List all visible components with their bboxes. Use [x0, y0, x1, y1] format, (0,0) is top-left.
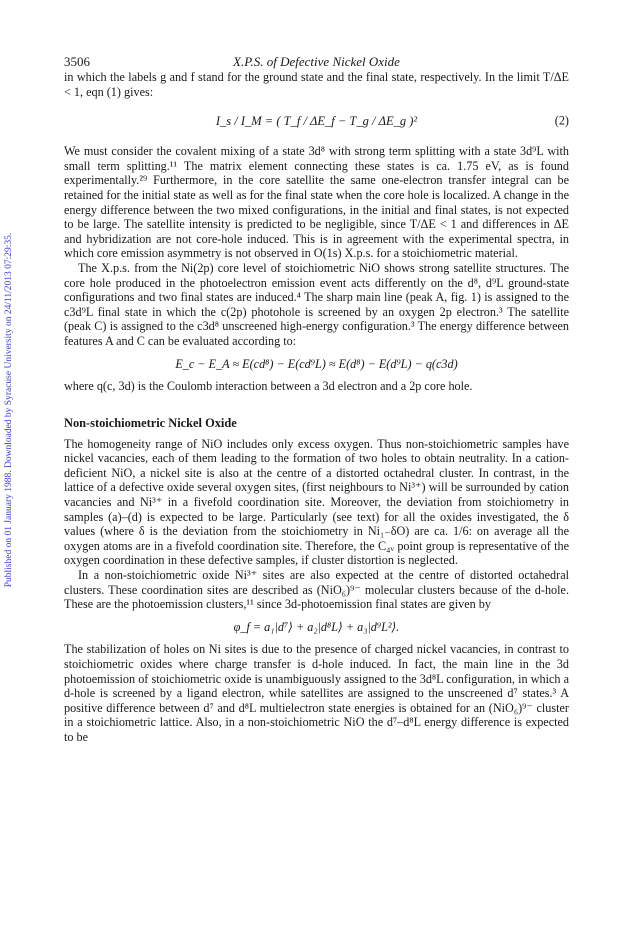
- equation-4: [64, 620, 569, 635]
- paragraph-1: in which the labels g and f stand for the ground state and the final state, respectively. In the limit T/ΔE < 1, eqn (1) gives:: [64, 70, 569, 99]
- paragraph-2: We must consider the covalent mixing of a state 3d⁸ with strong term splitting with a state 3d⁹L with small term splitting.¹¹ The matrix element connecting these states is ca. 1.75 eV, as is found experimentally.²⁹ Furthermore, in the core satellite the same one-electron transfer integral can be retained for the initial state as well as for the final state when the core hole is localized. A change in the energy difference between the two mixed configurations, in the initial and final states, is not expected to be large. The satellite intensity is predicted to be negligible, since T/ΔE < 1 and differences in ΔE and hybridization are not core-hole induced. This is in agreement with the experimental spectra, in which core emission asymmetry is not observed in O(1s) X.p.s. for a stoichiometric material.: [64, 144, 569, 261]
- journal-title: X.P.S. of Defective Nickel Oxide: [233, 54, 400, 69]
- page-body: [64, 54, 569, 745]
- download-watermark: [2, 150, 16, 670]
- page-number: 3506: [64, 54, 90, 69]
- paragraph-3: The X.p.s. from the Ni(2p) core level of stoichiometric NiO shows strong satellite structures. The core hole produced in the photoelectron emission event acts differently on the d⁸, d⁹L ground-state configurations and two final states are induced.⁴ The sharp main line (peak A, fig. 1) is assigned to the c3d⁹L final state in which the c(2p) photohole is screened by an oxygen 2p electron.³ The satellite (peak C) is assigned to the c3d⁸ unscreened high-energy configuration.³ The energy difference between features A and C can be evaluated according to:: [64, 260, 569, 348]
- equation-2-number: (2): [554, 113, 569, 128]
- equation-2: [64, 103, 569, 139]
- section-title: Non-stoichiometric Nickel Oxide: [64, 415, 237, 430]
- download-watermark-text: Published on 01 January 1988. Downloaded by Syracuse University on 24/11/2013 07:29:35.: [4, 232, 14, 588]
- paragraph-6: In a non-stoichiometric oxide Ni³⁺ sites are also expected at the centre of distorted octahedral clusters. These coordination sites are described as (NiO₆)⁹⁻ molecular clusters because of the d-hole. These are the photoemission clusters,¹¹ since 3d-photoemission final states are given by: [64, 568, 569, 612]
- equation-3-body: E_c − E_A ≈ E(cd⁸) − E(cd⁹L) ≈ E(d⁸) − E(d⁹L) − q(c3d): [175, 356, 458, 371]
- paragraph-5: The homogeneity range of NiO includes only excess oxygen. Thus non-stoichiometric samples have nickel vacancies, each of them leading to the formation of two holes to obtain neutrality. In a cation-deficient NiO, a nickel site is also at the centre of a distorted octahedral cluster. In contrast, in the lattice of a defective oxide several oxygen sites, (first neighbours to Ni³⁺) will be surrounded by cation vacancies and Ni³⁺ in a fivefold coordination site. Moreover, the deviation from stoichiometry in samples (a)–(d) is expected to be large. Particularly (see text) for all the oxides investigated, the δ values (where δ is the deviation from the stoichiometry in Ni₁₋δO) are ca. 1/6: on average all the oxygen atoms are in a fivefold coordination site. Therefore, the C₄ᵥ point group is representative of the oxygen coordination in these defective samples, if cluster distortion is neglected.: [64, 436, 569, 568]
- equation-3: [64, 357, 569, 372]
- paragraph-7: The stabilization of holes on Ni sites is due to the presence of charged nickel vacancies, in contrast to stoichiometric oxides where charge transfer is d-hole induced. In fact, the main line in the 3d photoemission of stoichiometric oxide is unambiguously assigned to the 3d⁸L configuration, in which a d-hole is screened by a ligand electron, while satellites are assigned to the unscreened d⁷ states.³ A positive difference between d⁷ and d⁸L multielectron state energies is obtained for an (NiO₆)⁹⁻ cluster in a stoichiometric lattice. Also, in a non-stoichiometric NiO the d⁷–d⁸L energy difference is expected to be: [64, 642, 569, 744]
- equation-4-body: φ_f = a₁|d⁷⟩ + a₂|d⁸L⟩ + a₃|d⁹L²⟩.: [233, 619, 400, 634]
- paragraph-4: where q(c, 3d) is the Coulomb interaction between a 3d electron and a 2p core hole.: [64, 379, 473, 394]
- running-head: [64, 54, 569, 70]
- equation-2-body: I_s / I_M = ( T_f / ΔE_f − T_g / ΔE_g )²: [215, 114, 418, 129]
